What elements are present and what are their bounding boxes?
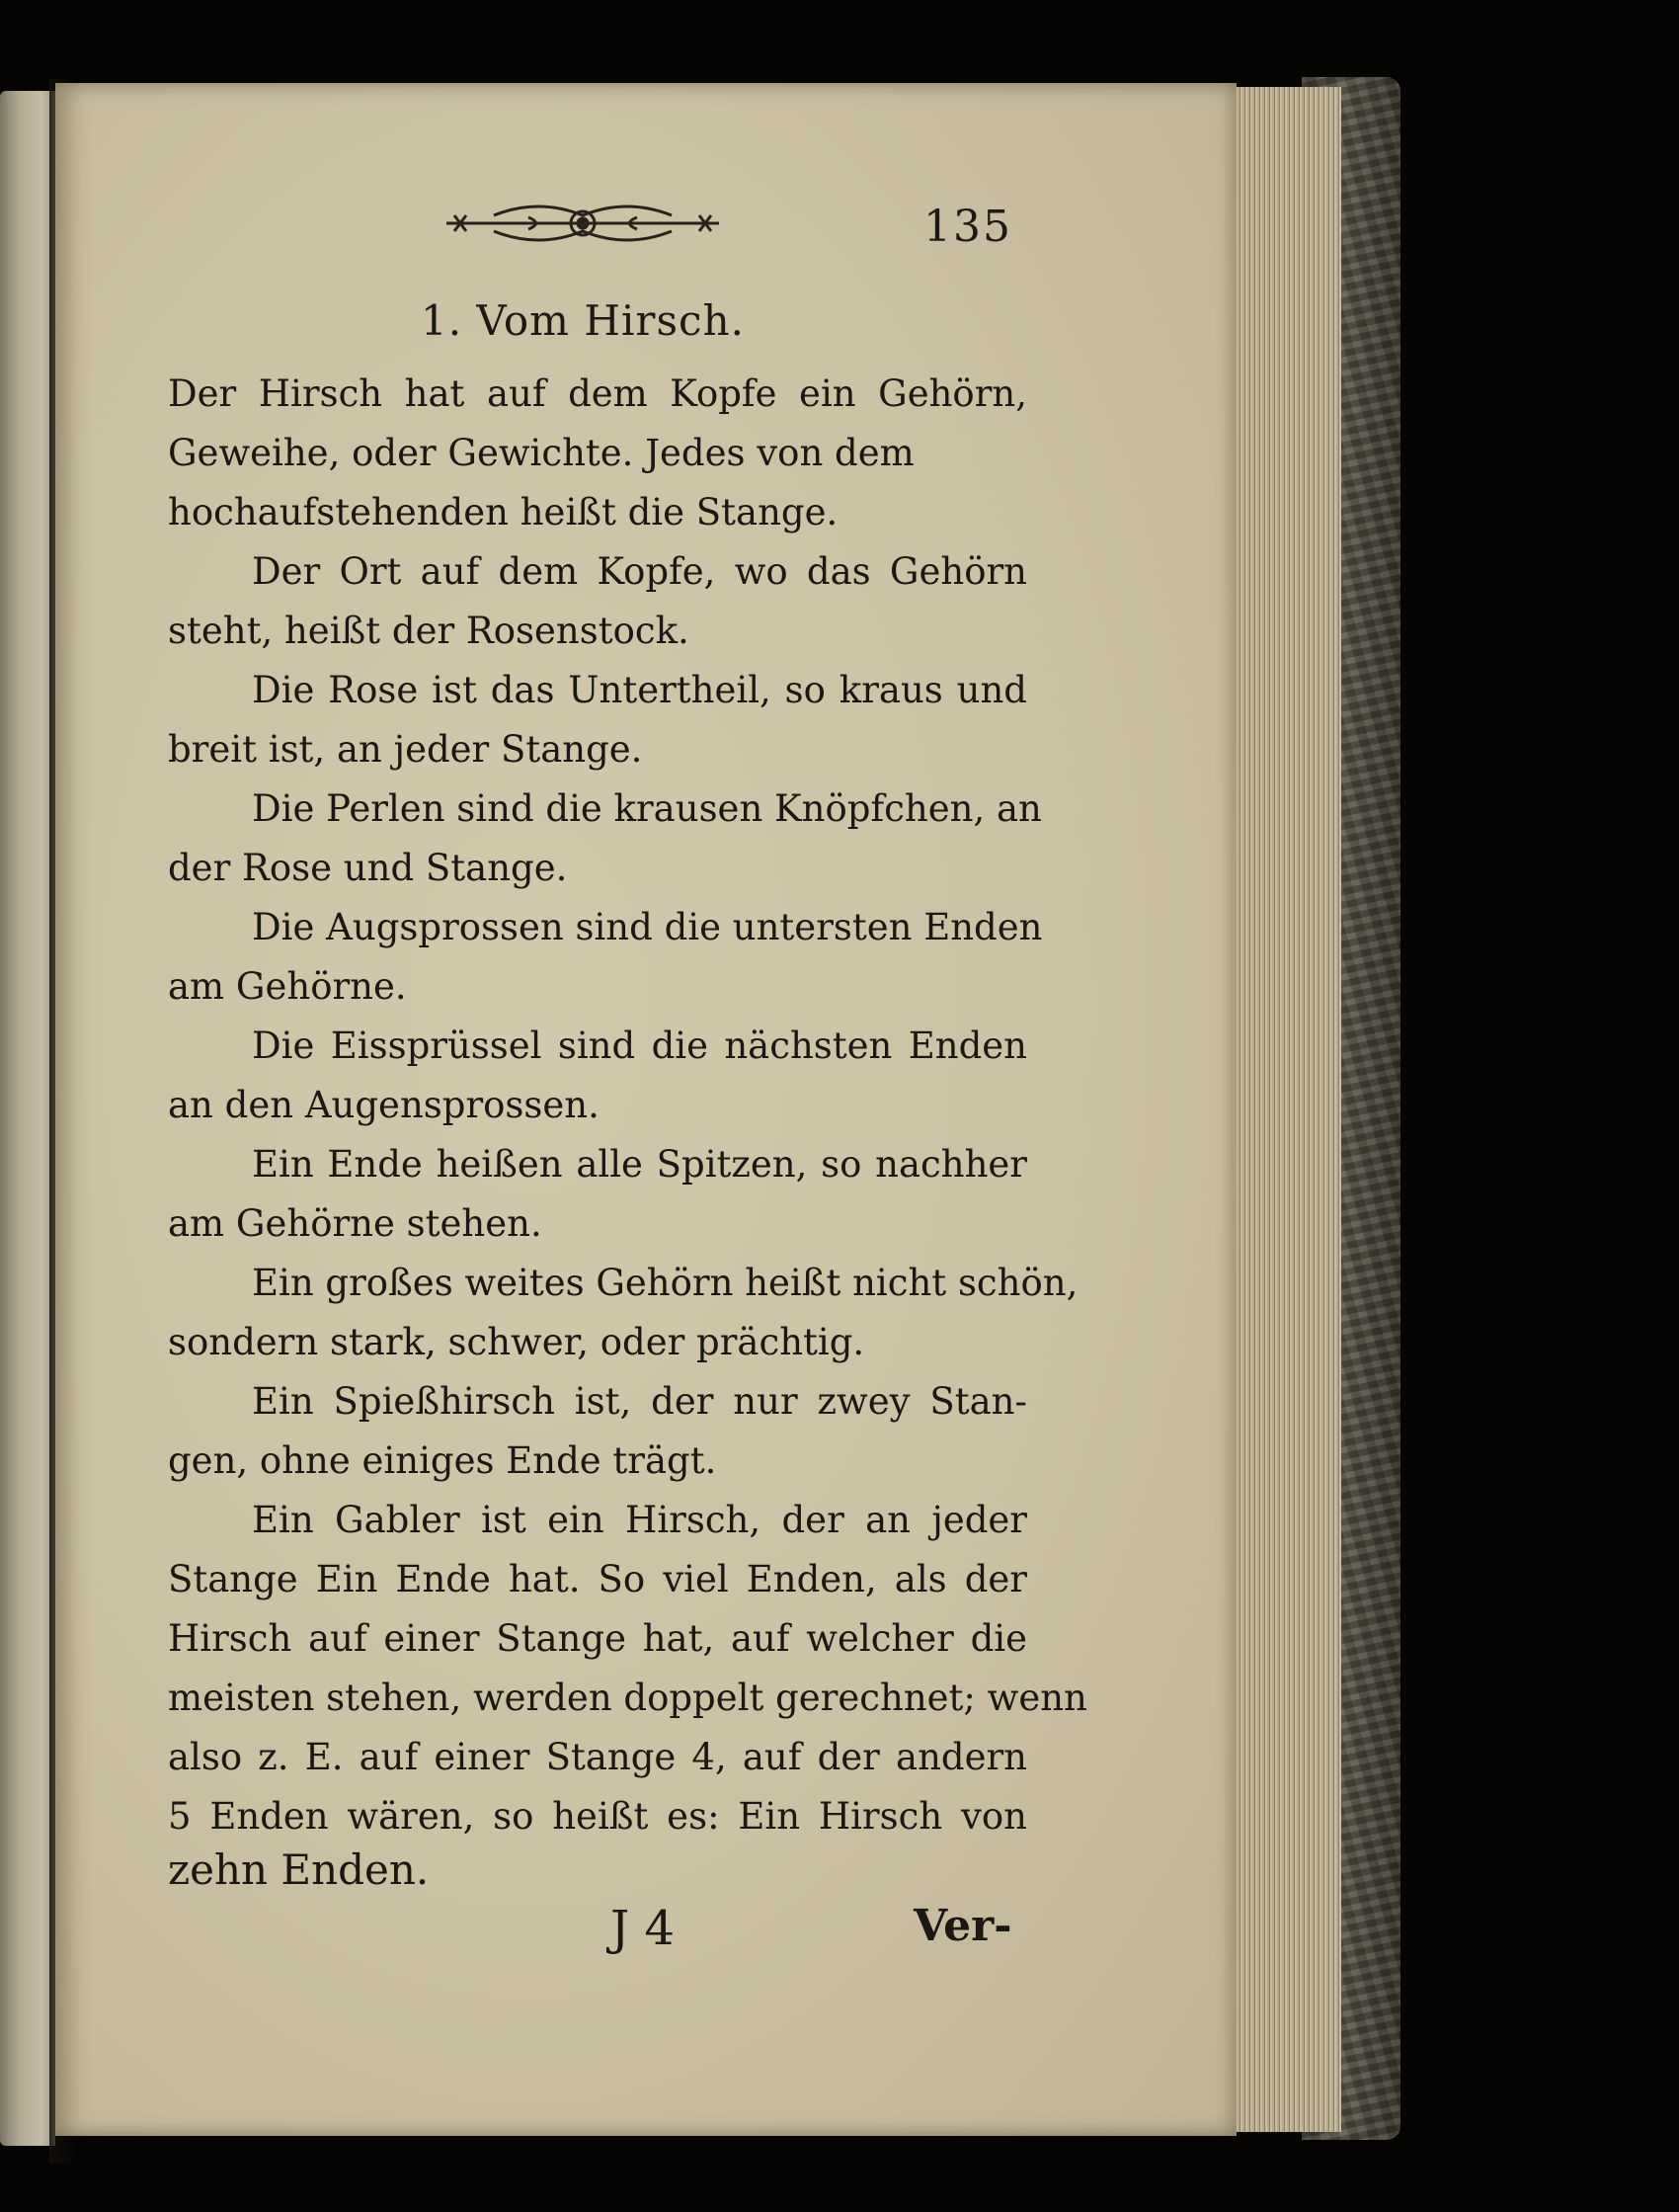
text-line: 5 Enden wären, so heißt es: Ein Hirsch von bbox=[168, 1795, 1027, 1838]
previous-page-edge bbox=[0, 91, 55, 2146]
text-line: Die Rose ist das Untertheil, so kraus und bbox=[252, 669, 1027, 711]
text-line: Geweihe, oder Gewichte. Jedes von dem bbox=[168, 432, 915, 474]
text-line: Ein Gabler ist ein Hirsch, der an jeder bbox=[252, 1499, 1027, 1541]
text-line: Ein Ende heißen alle Spitzen, so nachher bbox=[252, 1143, 1027, 1186]
text-line: Die Augsprossen sind die untersten Enden bbox=[252, 906, 1043, 948]
chapter-title: 1. Vom Hirsch. bbox=[421, 296, 745, 345]
text-line: Der Hirsch hat auf dem Kopfe ein Gehörn, bbox=[168, 372, 1027, 415]
page-edges bbox=[1233, 87, 1341, 2132]
text-line: der Rose und Stange. bbox=[168, 847, 568, 889]
signature-mark: J 4 bbox=[610, 1901, 676, 1956]
text-line: Stange Ein Ende hat. So viel Enden, als der bbox=[168, 1558, 1027, 1600]
text-line: Die Eissprüssel sind die nächsten Enden bbox=[252, 1024, 1027, 1067]
text-line: Der Ort auf dem Kopfe, wo das Gehörn bbox=[252, 550, 1027, 593]
page-number: 135 bbox=[923, 202, 1012, 252]
text-line: zehn Enden. bbox=[168, 1845, 430, 1894]
text-line: Ein großes weites Gehörn heißt nicht schön, bbox=[252, 1262, 1079, 1304]
text-line: an den Augensprossen. bbox=[168, 1084, 600, 1126]
text-line: hochaufstehenden heißt die Stange. bbox=[168, 491, 839, 533]
ornament-headpiece-icon bbox=[435, 194, 731, 253]
text-line: am Gehörne stehen. bbox=[168, 1202, 542, 1245]
text-line: sondern stark, schwer, oder prächtig. bbox=[168, 1321, 865, 1363]
catchword: Ver- bbox=[914, 1901, 1012, 1951]
text-line: am Gehörne. bbox=[168, 965, 407, 1008]
text-line: steht, heißt der Rosenstock. bbox=[168, 610, 689, 652]
text-line: meisten stehen, werden doppelt gerechnet; wenn bbox=[168, 1677, 1087, 1719]
text-line: breit ist, an jeder Stange. bbox=[168, 728, 643, 771]
text-line: Hirsch auf einer Stange hat, auf welcher die bbox=[168, 1617, 1027, 1660]
text-line: also z. E. auf einer Stange 4, auf der andern bbox=[168, 1736, 1027, 1778]
text-line: gen, ohne einiges Ende trägt. bbox=[168, 1439, 717, 1482]
text-line: Die Perlen sind die krausen Knöpfchen, an bbox=[252, 787, 1042, 830]
text-line: Ein Spießhirsch ist, der nur zwey Stan- bbox=[252, 1380, 1027, 1423]
